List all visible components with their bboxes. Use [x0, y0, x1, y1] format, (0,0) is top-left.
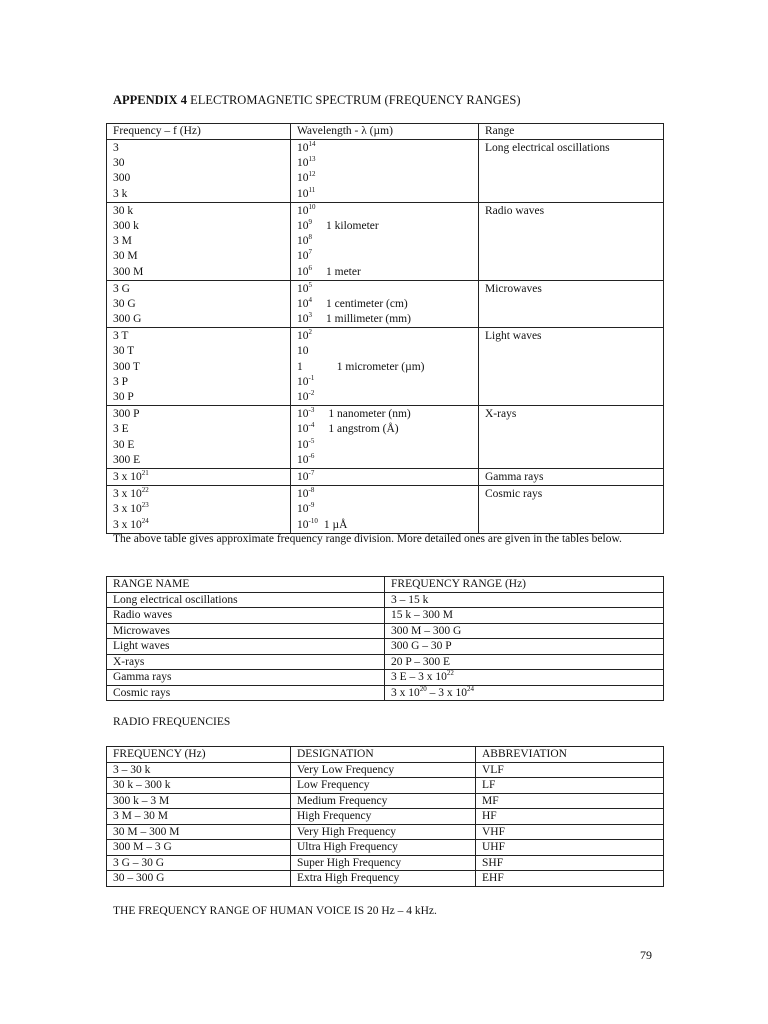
abbreviation: HF [476, 809, 664, 825]
radio-frequency-table [106, 746, 664, 887]
wavelength-base: 10 [297, 518, 309, 531]
wavelength-value [297, 204, 472, 219]
frequency-base: 30 M [113, 250, 138, 263]
wavelength-base: 10 [297, 282, 309, 295]
wavelength-note: 1 meter [326, 265, 361, 278]
wavelength-note: 1 micrometer (µm) [336, 360, 425, 373]
page-heading [113, 93, 521, 108]
range-value: 300 G – 30 P [385, 639, 664, 655]
header-wavelength: Wavelength - λ (µm) [291, 124, 479, 140]
frequency-cell [107, 140, 291, 203]
frequency-value [113, 344, 284, 359]
table-row [107, 639, 664, 655]
frequency-value [113, 487, 284, 502]
frequency-value [113, 204, 284, 219]
radio-frequency: 30 M – 300 M [107, 824, 291, 840]
frequency-base: 30 P [113, 391, 134, 403]
range-name: X-rays [107, 654, 385, 670]
wavelength-base: 10 [297, 250, 309, 263]
frequency-base: 300 E [113, 453, 141, 466]
wavelength-value [297, 453, 472, 468]
header-frequency-range: FREQUENCY RANGE (Hz) [385, 577, 664, 593]
frequency-exponent: 21 [141, 469, 149, 478]
frequency-value [113, 470, 284, 485]
wavelength-exponent: -6 [308, 451, 315, 460]
spectrum-group-row [107, 468, 664, 485]
wavelength-value [297, 438, 472, 453]
frequency-value [113, 360, 284, 375]
wavelength-base: 10 [297, 157, 309, 170]
frequency-value [113, 249, 284, 264]
spectrum-group-row [107, 406, 664, 469]
frequency-cell [107, 202, 291, 280]
wavelength-base: 10 [297, 313, 309, 326]
radio-frequency: 30 – 300 G [107, 871, 291, 887]
wavelength-value [297, 265, 472, 280]
wavelength-exponent: -3 [308, 406, 315, 415]
appendix-label: APPENDIX 4 [113, 93, 187, 107]
range-cell: Light waves [479, 328, 664, 406]
range-name: Long electrical oscillations [107, 592, 385, 608]
abbreviation: MF [476, 793, 664, 809]
wavelength-value [297, 187, 472, 202]
range-cell: Long electrical oscillations [479, 140, 664, 203]
wavelength-base: 10 [297, 345, 309, 358]
header-range-name: RANGE NAME [107, 577, 385, 593]
spectrum-group-row [107, 140, 664, 203]
range-value: 300 M – 300 G [385, 623, 664, 639]
radio-table-header [107, 747, 664, 763]
frequency-base: 30 G [113, 297, 136, 310]
wavelength-base: 10 [297, 470, 309, 483]
frequency-value [113, 453, 284, 468]
table-row [107, 623, 664, 639]
wavelength-cell [291, 202, 479, 280]
frequency-exponent: 23 [141, 501, 149, 510]
frequency-value [113, 375, 284, 390]
wavelength-base: 10 [297, 438, 309, 451]
wavelength-base: 10 [297, 375, 309, 388]
frequency-base: 3 [113, 142, 119, 154]
table-row [107, 762, 664, 778]
range-name: Microwaves [107, 623, 385, 639]
wavelength-base: 10 [297, 423, 309, 436]
wavelength-base: 10 [297, 408, 309, 421]
wavelength-value [297, 141, 472, 156]
wavelength-exponent: 10 [308, 202, 316, 211]
frequency-value [113, 171, 284, 186]
radio-frequency: 3 M – 30 M [107, 809, 291, 825]
frequency-exponent: 22 [141, 486, 149, 495]
frequency-base: 3 M [113, 235, 132, 248]
radio-frequency: 300 k – 3 M [107, 793, 291, 809]
frequency-base: 300 M [113, 265, 144, 278]
frequency-value [113, 422, 284, 437]
header-designation: DESIGNATION [291, 747, 476, 763]
table-row [107, 824, 664, 840]
wavelength-exponent: -7 [308, 469, 315, 478]
wavelength-value [297, 219, 472, 234]
wavelength-exponent: 6 [308, 263, 312, 272]
wavelength-exponent: -2 [308, 389, 315, 398]
frequency-base: 30 k [113, 204, 134, 217]
range-value [385, 685, 664, 701]
table-row [107, 778, 664, 794]
frequency-value [113, 312, 284, 327]
wavelength-value [297, 375, 472, 390]
frequency-base: 300 P [113, 408, 140, 421]
table-row [107, 670, 664, 686]
wavelength-base: 10 [297, 219, 309, 232]
radio-frequency: 300 M – 3 G [107, 840, 291, 856]
frequency-cell [107, 486, 291, 534]
range-exponent-end: 24 [467, 684, 474, 693]
table-row [107, 809, 664, 825]
table-row [107, 685, 664, 701]
wavelength-base: 10 [297, 204, 309, 217]
wavelength-exponent: -10 [308, 516, 318, 525]
spectrum-group-row [107, 280, 664, 328]
wavelength-value [297, 470, 472, 485]
wavelength-exponent: 8 [308, 233, 312, 242]
wavelength-base: 10 [297, 172, 309, 185]
abbreviation: VHF [476, 824, 664, 840]
range-name: Gamma rays [107, 670, 385, 686]
wavelength-cell [291, 406, 479, 469]
range-value-base: 3 E – 3 x 10 [391, 671, 447, 683]
designation: Super High Frequency [291, 855, 476, 871]
range-table-body [107, 592, 664, 701]
wavelength-exponent: 7 [308, 248, 312, 257]
range-cell: Cosmic rays [479, 486, 664, 534]
designation: Low Frequency [291, 778, 476, 794]
abbreviation: EHF [476, 871, 664, 887]
frequency-base: 30 T [113, 345, 135, 358]
range-exponent-start: 20 [419, 684, 427, 693]
designation: Very High Frequency [291, 824, 476, 840]
spectrum-table-body [107, 140, 664, 534]
frequency-value [113, 265, 284, 280]
wavelength-exponent: 13 [308, 155, 316, 164]
wavelength-base: 10 [297, 453, 309, 466]
frequency-cell [107, 328, 291, 406]
wavelength-cell [291, 468, 479, 485]
wavelength-value [297, 171, 472, 186]
wavelength-base: 10 [297, 330, 309, 343]
wavelength-value [297, 502, 472, 517]
frequency-value [113, 407, 284, 422]
range-value: 20 P – 300 E [385, 654, 664, 670]
table-row [107, 840, 664, 856]
wavelength-base: 10 [297, 297, 309, 310]
wavelength-base: 10 [297, 503, 309, 516]
wavelength-value [297, 344, 472, 359]
wavelength-note: 1 nanometer (nm) [328, 408, 411, 421]
table-row [107, 793, 664, 809]
spectrum-group-row [107, 486, 664, 534]
frequency-base: 3 E [113, 423, 129, 436]
frequency-base: 3 x 10 [113, 518, 142, 531]
header-frequency: Frequency – f (Hz) [107, 124, 291, 140]
table-row [107, 855, 664, 871]
range-cell: Radio waves [479, 202, 664, 280]
wavelength-exponent: -9 [308, 501, 315, 510]
frequency-base: 3 G [113, 282, 130, 295]
page-number: 79 [640, 948, 652, 962]
wavelength-note: 1 centimeter (cm) [326, 297, 408, 310]
frequency-value [113, 329, 284, 344]
wavelength-value [297, 422, 472, 437]
wavelength-exponent: -4 [308, 421, 315, 430]
wavelength-value [297, 518, 472, 533]
frequency-exponent: 24 [141, 516, 149, 525]
wavelength-exponent: 3 [308, 311, 312, 320]
wavelength-cell [291, 328, 479, 406]
wavelength-cell [291, 140, 479, 203]
wavelength-cell [291, 280, 479, 328]
frequency-value [113, 438, 284, 453]
abbreviation: UHF [476, 840, 664, 856]
header-radio-frequency: FREQUENCY (Hz) [107, 747, 291, 763]
frequency-base: 30 E [113, 438, 135, 451]
designation: Extra High Frequency [291, 871, 476, 887]
frequency-value [113, 390, 284, 405]
wavelength-exponent: 2 [308, 328, 312, 337]
radio-table-body [107, 762, 664, 886]
wavelength-value [297, 312, 472, 327]
frequency-cell [107, 406, 291, 469]
wavelength-note: 1 millimeter (mm) [326, 313, 411, 326]
explanation-paragraph: The above table gives approximate frequency range division. More detailed ones are given in the tables below. [113, 533, 622, 545]
range-name: Radio waves [107, 608, 385, 624]
frequency-base: 30 [113, 157, 125, 170]
frequency-value [113, 234, 284, 249]
human-voice-note: THE FREQUENCY RANGE OF HUMAN VOICE IS 20 Hz – 4 kHz. [113, 905, 437, 917]
radio-frequencies-heading: RADIO FREQUENCIES [113, 716, 231, 728]
wavelength-value [297, 487, 472, 502]
wavelength-value [297, 282, 472, 297]
wavelength-base: 10 [297, 142, 309, 154]
range-cell: Microwaves [479, 280, 664, 328]
header-range: Range [479, 124, 664, 140]
wavelength-value [297, 249, 472, 264]
wavelength-exponent: 9 [308, 218, 312, 227]
table-row [107, 654, 664, 670]
wavelength-base: 1 [297, 360, 303, 373]
wavelength-exponent: 4 [308, 296, 312, 305]
range-name: Light waves [107, 639, 385, 655]
frequency-value [113, 141, 284, 156]
wavelength-exponent: 11 [308, 185, 316, 194]
wavelength-base: 10 [297, 391, 309, 403]
wavelength-value [297, 234, 472, 249]
wavelength-value [297, 407, 472, 422]
spectrum-table-header [107, 124, 664, 140]
frequency-base: 300 G [113, 313, 142, 326]
wavelength-exponent: -8 [308, 486, 315, 495]
frequency-value [113, 219, 284, 234]
header-abbreviation: ABBREVIATION [476, 747, 664, 763]
radio-frequency: 3 – 30 k [107, 762, 291, 778]
wavelength-value [297, 329, 472, 344]
frequency-base: 3 k [113, 187, 128, 200]
designation: Ultra High Frequency [291, 840, 476, 856]
wavelength-value [297, 156, 472, 171]
frequency-value [113, 502, 284, 517]
range-value: 3 – 15 k [385, 592, 664, 608]
frequency-cell [107, 468, 291, 485]
range-table-header [107, 577, 664, 593]
wavelength-cell [291, 486, 479, 534]
wavelength-base: 10 [297, 187, 309, 200]
frequency-base: 300 T [113, 360, 140, 373]
wavelength-exponent: 14 [308, 140, 316, 149]
designation: High Frequency [291, 809, 476, 825]
wavelength-exponent: -5 [308, 436, 315, 445]
wavelength-exponent: 12 [308, 170, 316, 179]
radio-frequency: 30 k – 300 k [107, 778, 291, 794]
range-value-start: 3 x 10 [391, 686, 420, 699]
table-row [107, 871, 664, 887]
abbreviation: SHF [476, 855, 664, 871]
designation: Medium Frequency [291, 793, 476, 809]
frequency-value [113, 187, 284, 202]
wavelength-base: 10 [297, 265, 309, 278]
range-value [385, 670, 664, 686]
abbreviation: VLF [476, 762, 664, 778]
range-value: 15 k – 300 M [385, 608, 664, 624]
range-name: Cosmic rays [107, 685, 385, 701]
frequency-base: 3 P [113, 375, 129, 388]
designation: Very Low Frequency [291, 762, 476, 778]
table-row [107, 608, 664, 624]
wavelength-note: 1 angstrom (Å) [328, 423, 399, 436]
frequency-base: 300 [113, 172, 131, 185]
wavelength-exponent: -1 [308, 373, 315, 382]
wavelength-exponent: 5 [308, 280, 312, 289]
frequency-base: 300 k [113, 219, 139, 232]
heading-title: ELECTROMAGNETIC SPECTRUM (FREQUENCY RANGES) [186, 93, 521, 107]
wavelength-value [297, 390, 472, 405]
wavelength-base: 10 [297, 235, 309, 248]
wavelength-base: 10 [297, 488, 309, 501]
wavelength-value [297, 297, 472, 312]
frequency-base: 3 x 10 [113, 470, 142, 483]
frequency-cell [107, 280, 291, 328]
frequency-base: 3 x 10 [113, 503, 142, 516]
frequency-value [113, 297, 284, 312]
range-cell: X-rays [479, 406, 664, 469]
spectrum-group-row [107, 202, 664, 280]
frequency-value [113, 518, 284, 533]
range-cell: Gamma rays [479, 468, 664, 485]
frequency-value [113, 156, 284, 171]
abbreviation: LF [476, 778, 664, 794]
radio-frequency: 3 G – 30 G [107, 855, 291, 871]
table-row [107, 592, 664, 608]
range-value-end: – 3 x 10 [426, 686, 467, 699]
range-exponent: 22 [446, 669, 454, 678]
wavelength-note: 1 kilometer [326, 219, 379, 232]
spectrum-table [106, 123, 664, 534]
wavelength-value [297, 360, 472, 375]
frequency-value [113, 282, 284, 297]
wavelength-note: 1 µÅ [323, 518, 348, 531]
frequency-base: 3 T [113, 330, 129, 343]
spectrum-group-row [107, 328, 664, 406]
range-table [106, 576, 664, 701]
frequency-base: 3 x 10 [113, 488, 142, 501]
